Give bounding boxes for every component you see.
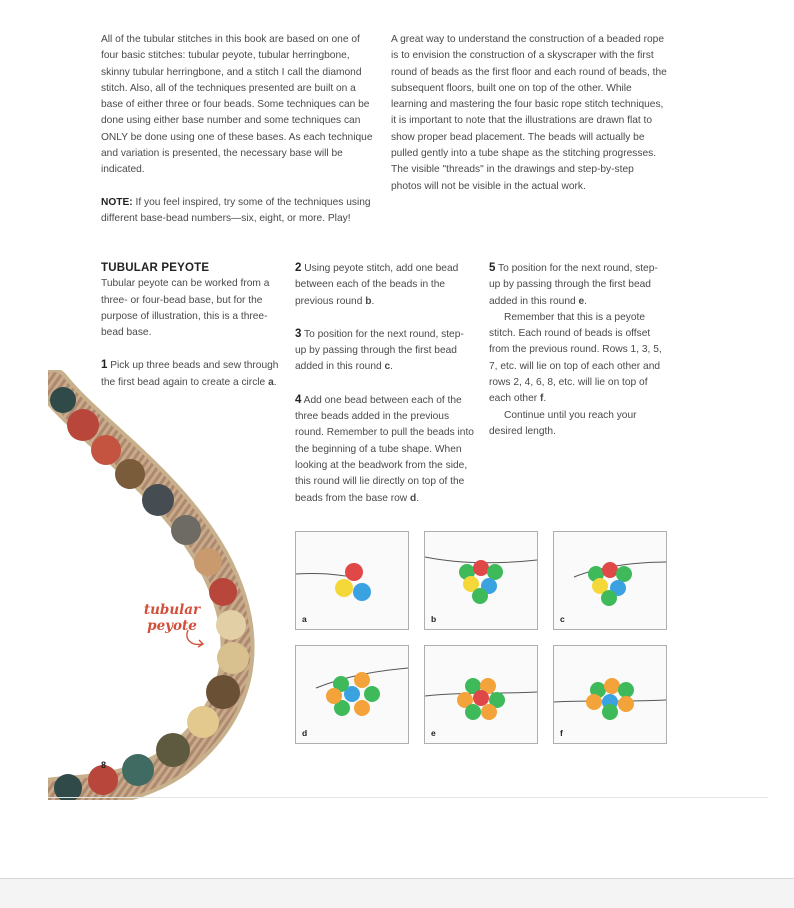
photo-e-beads xyxy=(425,646,537,743)
step-4 xyxy=(295,392,475,507)
photo-d-label: d xyxy=(302,728,308,738)
intro-left-paragraph: All of the tubular stitches in this book are based on one of four basic stitches: tubular peyote, tubular herringbone, skinny tubular herringbone, and a stitch I call the diamond stitch. Also, all of the techniques presented are built on a base of either three or four beads. Some techniques can be done using either base number and some techniques can ONLY be done using one of these bases. As each technique and variation is presented, the necessary base will be indicated. xyxy=(101,34,373,176)
curved-arrow-icon xyxy=(184,628,210,650)
step-photo-a xyxy=(295,531,409,630)
step-4-number: 4 xyxy=(295,393,302,406)
photo-c-label: c xyxy=(560,614,565,624)
step-photo-c xyxy=(553,531,667,630)
step-2-period: . xyxy=(371,295,375,307)
step-photo-d xyxy=(295,645,409,744)
photo-a-beads xyxy=(296,532,408,629)
step-2-number: 2 xyxy=(295,262,302,274)
step-photo-f xyxy=(553,645,667,744)
step-3-text: To position for the next round, step-up by passing through the first bead added in this round xyxy=(295,328,464,373)
photo-c-beads xyxy=(554,532,666,629)
tubular-peyote-label-line1: tubular xyxy=(143,602,201,618)
intro-left-column xyxy=(101,32,375,227)
step-1-text: Pick up three beads and sew through the first bead again to create a circle xyxy=(101,360,279,388)
note-text: If you feel inspired, try some of the techniques using different base-bead numbers—six, eight, or more. Play! xyxy=(101,196,371,224)
viewer-bottom-strip xyxy=(0,878,794,908)
intro-right-paragraph: A great way to understand the construction of a beaded rope is to envision the construction of a skyscraper with the first round of beads as the first floor and each round of beads, the subsequent floors, built one on top of the other. While learning and mastering the four basic rope stitch techniques, it is important to note that the illustrations are drawn flat to show proper bead placement. The beads will actually be pulled gently into a tube shape as the stitching progresses. The visible "threads" in the drawings and step-by-step photos will not be visible in the actual work. xyxy=(391,34,667,192)
photo-d-beads xyxy=(296,646,408,743)
note-paragraph xyxy=(101,195,375,228)
photo-a-label: a xyxy=(302,614,307,624)
step-2 xyxy=(295,260,475,310)
photo-b-beads xyxy=(425,532,537,629)
step-4-period: . xyxy=(416,492,420,504)
step-5-ref: e xyxy=(578,295,585,307)
step-3-period: . xyxy=(390,361,394,373)
step-1-ref: a xyxy=(268,376,274,388)
step-5-para2-text: Remember that this is a peyote stitch. Each round of beads is offset from the previous round. Rows 1, 3, 5, 7, etc. will lie on top of each other and rows 2, 4, 6, 8, etc. will lie on top of each other xyxy=(489,311,662,405)
step-4-ref: d xyxy=(409,492,417,504)
step-4-text: Add one bead between each of the three beads added in the previous round. Remember to pull the beads into the beginning of a tube shape. When looking at the beadwork from the side, this round will lie directly on top of the beads from the base row xyxy=(295,394,474,504)
beaded-rope-photo xyxy=(48,370,298,800)
step-3-number: 3 xyxy=(295,327,302,340)
bottom-rule xyxy=(48,797,768,798)
intro-right-column xyxy=(391,32,667,195)
step-1-number: 1 xyxy=(101,359,108,372)
photo-f-label: f xyxy=(560,728,563,738)
section-right-column xyxy=(489,260,669,440)
step-5-paragraph-2 xyxy=(489,310,669,408)
step-photo-e xyxy=(424,645,538,744)
step-5-ref-2: f xyxy=(539,393,544,405)
step-2-ref: b xyxy=(365,295,372,307)
step-5-period: . xyxy=(584,295,588,307)
step-2-text: Using peyote stitch, add one bead between each of the beads in the previous round xyxy=(295,263,459,307)
step-5-text: To position for the next round, step-up by passing through the first bead added in this round xyxy=(489,263,658,307)
tubular-peyote-label-line2: peyote xyxy=(147,618,197,634)
photo-f-beads xyxy=(554,646,666,743)
step-5-paragraph-3: Continue until you reach your desired length. xyxy=(489,409,637,437)
page-number: 8 xyxy=(101,760,107,770)
section-intro: Tubular peyote can be worked from a three- or four-bead base, but for the purpose of illustration, this is a three-bead base. xyxy=(101,278,270,339)
step-1-period: . xyxy=(273,376,277,388)
note-label: NOTE: xyxy=(101,196,133,208)
step-5-number: 5 xyxy=(489,262,496,274)
step-5-para2-period: . xyxy=(543,393,547,405)
section-middle-column xyxy=(295,260,475,507)
section-heading: TUBULAR PEYOTE xyxy=(101,262,210,274)
photo-e-label: e xyxy=(431,728,436,738)
step-3 xyxy=(295,326,475,376)
photo-b-label: b xyxy=(431,614,437,624)
step-3-ref: c xyxy=(384,361,391,373)
step-photo-b xyxy=(424,531,538,630)
step-5 xyxy=(489,260,669,310)
